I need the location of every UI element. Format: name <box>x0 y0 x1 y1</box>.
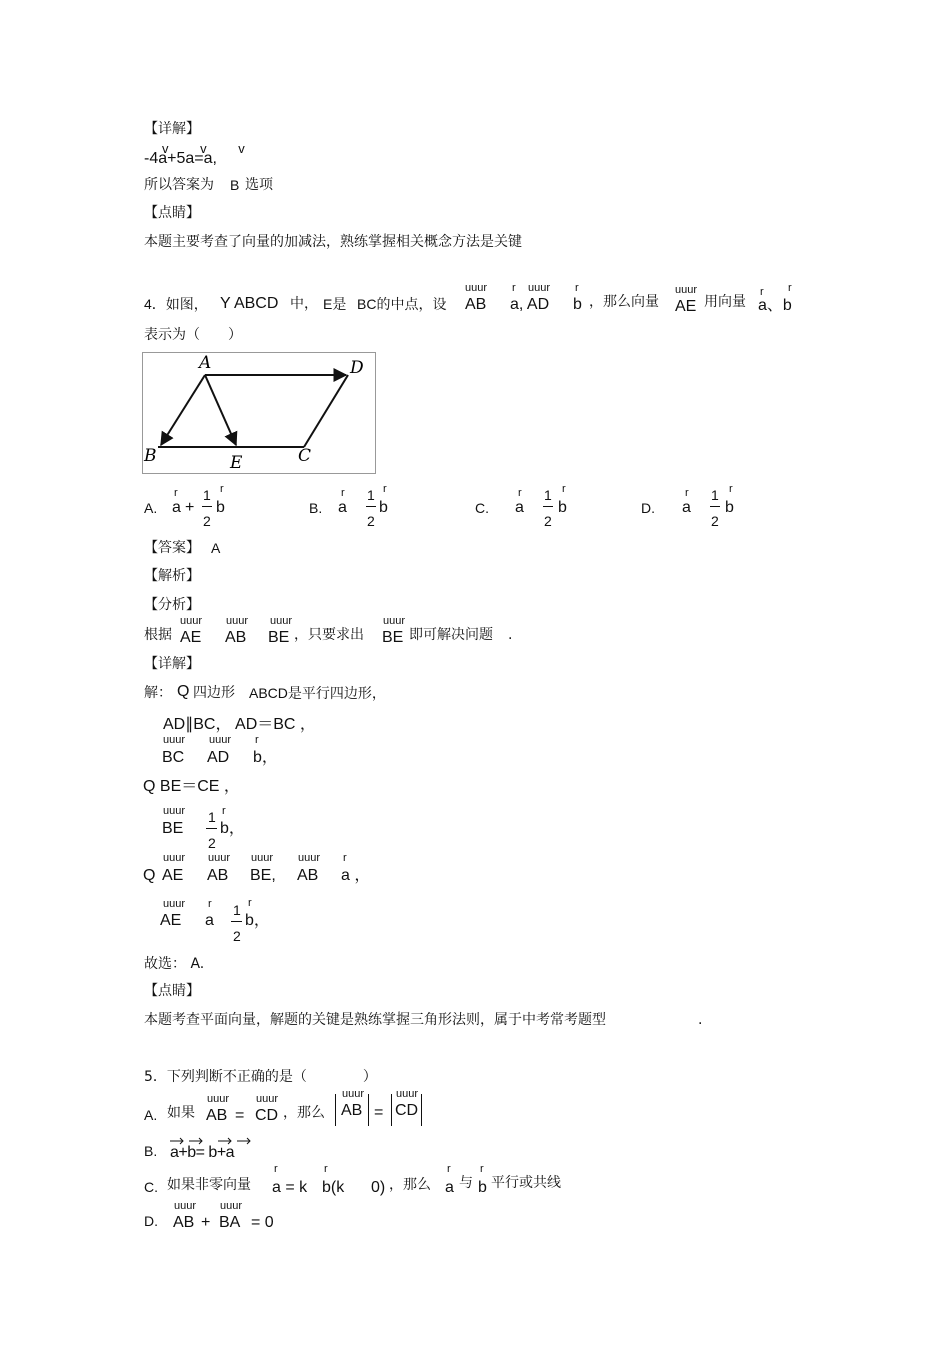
vector-bc: BC <box>162 749 185 766</box>
nonzero-text: 如果非零向量 <box>167 1177 251 1193</box>
line-3: Q BE＝CE ， <box>143 778 240 795</box>
label-b: B <box>144 446 157 466</box>
choose-text: 故选： A. <box>144 956 205 972</box>
a-text: a <box>205 912 214 929</box>
a-text: a <box>445 1179 454 1196</box>
vec-mark: uuur <box>528 282 551 294</box>
answer-value: A <box>211 540 221 556</box>
frac-bar <box>366 506 376 507</box>
comment-text: 本题主要考查了向量的加减法，熟练掌握相关概念方法是关键 <box>144 234 522 250</box>
answer-letter: B <box>230 177 240 193</box>
frac-den: 2 <box>367 513 375 529</box>
option-label: C. <box>144 1179 158 1195</box>
line-1: AD∥BC， AD＝BC ， <box>163 716 316 733</box>
option-b-vec: b <box>725 499 734 516</box>
expression: -4a+5a=a, <box>144 150 217 167</box>
vec-mark: uuur <box>256 1093 279 1105</box>
answer-tag: 【答案】 <box>144 540 200 556</box>
b-text: b， <box>220 820 245 837</box>
r-mark: r <box>343 852 347 864</box>
vector-ae: AE <box>162 867 184 884</box>
r-mark: r <box>480 1163 484 1175</box>
r-mark: r <box>220 483 224 495</box>
equals: = <box>235 1107 245 1124</box>
frac-bar <box>231 921 242 922</box>
a-text: a ， <box>341 867 371 884</box>
quad-text: 四边形 <box>193 685 235 701</box>
q-symbol: Q <box>177 683 190 700</box>
q5-stem: 5．下列判断不正确的是（ ） <box>144 1069 377 1085</box>
r-mark: r <box>274 1163 278 1175</box>
vec-mark: uuur <box>270 615 293 627</box>
abs-ab: AB <box>341 1102 363 1119</box>
commutative-expr: a+b= b+a <box>170 1144 235 1161</box>
abs-cd: CD <box>395 1102 419 1119</box>
parallelogram-diagram <box>142 352 378 474</box>
label-c: C <box>298 446 312 466</box>
option-b-vec: b <box>558 499 567 516</box>
comment-tag: 【点睛】 <box>144 205 200 221</box>
comment-text: 本题考查平面向量，解题的关键是熟练掌握三角形法则，属于中考常考题型 <box>144 1012 606 1028</box>
frac-num: 1 <box>233 902 241 918</box>
label-e: E <box>230 453 243 473</box>
b-k: b(k <box>322 1179 345 1196</box>
b-text: b， <box>253 749 278 766</box>
option-a-vec: a <box>338 499 347 516</box>
frac-bar <box>710 506 720 507</box>
parallelogram-label: Y ABCD <box>220 295 279 312</box>
r-mark: r <box>208 898 212 910</box>
r-mark: r <box>341 487 345 499</box>
vec-mark: uuur <box>208 852 231 864</box>
option-label: D. <box>144 1213 158 1229</box>
r-mark: r <box>255 734 259 746</box>
vec-mark: uuur <box>342 1088 365 1100</box>
frac-den: 2 <box>203 513 211 529</box>
r-mark: r <box>685 487 689 499</box>
parallel-text: 平行或共线 <box>491 1175 561 1191</box>
vec-mark: uuur <box>163 805 186 817</box>
answer-suffix: 选项 <box>245 177 273 193</box>
vector-ae: AE <box>180 629 202 646</box>
period: . <box>508 627 513 643</box>
frac-num: 1 <box>367 487 375 503</box>
option-a-vec: a <box>515 499 524 516</box>
vec-mark: uuur <box>226 615 249 627</box>
vec-mark: uuur <box>207 1093 230 1105</box>
vec-mark: uuur <box>209 734 232 746</box>
plus: + <box>201 1214 211 1231</box>
then-text: ，那么向量 <box>589 294 659 310</box>
vec-mark: uuur <box>180 615 203 627</box>
vector-be: BE <box>268 629 290 646</box>
vector-ab: AB <box>207 867 229 884</box>
r-mark: r <box>248 897 252 909</box>
vec-mark: uuur <box>163 734 186 746</box>
r-mark: r <box>447 1163 451 1175</box>
zero-close: 0) <box>371 1179 386 1196</box>
frac-bar <box>543 506 553 507</box>
frac-den: 2 <box>711 513 719 529</box>
a-eq-k: a = k <box>272 1179 308 1196</box>
vector-marks: v v v <box>162 141 259 156</box>
frac-num: 1 <box>711 487 719 503</box>
r-mark: r <box>575 282 579 294</box>
frac-num: 1 <box>203 487 211 503</box>
abs-bar <box>391 1094 392 1126</box>
vector-ab: AB <box>225 629 247 646</box>
option-label: B. <box>144 1143 158 1159</box>
vec-mark: uuur <box>163 852 186 864</box>
option-b-vec: b <box>216 499 225 516</box>
express-text: 表示为（ ） <box>144 327 242 343</box>
vec-mark: uuur <box>220 1200 243 1212</box>
jie-text: 解： <box>144 685 172 701</box>
r-mark: r <box>788 282 792 294</box>
vector-ad: AD <box>207 749 230 766</box>
if-text: 如果 <box>167 1105 195 1121</box>
vector-ba: BA <box>219 1214 241 1231</box>
e-text: E是 <box>323 296 347 312</box>
label-a: A <box>199 353 212 373</box>
vector-ae: AE <box>160 912 182 929</box>
eq-zero: = 0 <box>251 1214 274 1231</box>
r-mark: r <box>518 487 522 499</box>
vec-mark: uuur <box>163 898 186 910</box>
r-mark: r <box>729 483 733 495</box>
r-mark: r <box>383 483 387 495</box>
vec-mark: uuur <box>396 1088 419 1100</box>
vector-ab: AB <box>206 1107 228 1124</box>
use-text: 用向量 <box>704 294 746 310</box>
frac-den: 2 <box>208 835 216 851</box>
analysis-tag: 【解析】 <box>144 568 200 584</box>
vector-be: BE <box>382 629 404 646</box>
period: . <box>698 1012 703 1028</box>
q4-number: 4．如图， <box>144 296 208 312</box>
detail-tag: 【详解】 <box>144 121 200 137</box>
option-label: D. <box>641 500 655 516</box>
vector-ab: AB <box>465 296 487 313</box>
vec-mark: uuur <box>251 852 274 864</box>
abs-bar <box>368 1094 369 1126</box>
b-text: b， <box>245 912 270 929</box>
option-op: + <box>185 499 195 516</box>
only-need-text: ，只要求出 <box>294 627 364 643</box>
answer-line: 所以答案为 <box>144 177 214 193</box>
vector-ab: AB <box>173 1214 195 1231</box>
option-label: B. <box>309 500 323 516</box>
vector-ae: AE <box>675 298 697 315</box>
a-eq-ad: a, AD <box>510 296 550 313</box>
vec-mark: uuur <box>465 282 488 294</box>
q4-mid: 中， <box>290 296 318 312</box>
frac-den: 2 <box>544 513 552 529</box>
vec-mark: uuur <box>675 284 698 296</box>
r-mark: r <box>324 1163 328 1175</box>
frac-num: 1 <box>544 487 552 503</box>
option-b-vec: b <box>379 499 388 516</box>
frac-den: 2 <box>233 928 241 944</box>
vector-be: BE, <box>250 867 276 884</box>
r-mark: r <box>174 487 178 499</box>
label-d: D <box>350 358 364 378</box>
r-mark: r <box>562 483 566 495</box>
abs-bar <box>335 1094 336 1126</box>
vec-mark: uuur <box>174 1200 197 1212</box>
b-text: b <box>478 1179 487 1196</box>
genju-text: 根据 <box>144 627 172 643</box>
vector-cd: CD <box>255 1107 279 1124</box>
option-label: C. <box>475 500 489 516</box>
option-label: A. <box>144 1107 158 1123</box>
option-label: A. <box>144 500 158 516</box>
option-a-vec: a <box>172 499 181 516</box>
vector-be: BE <box>162 820 184 837</box>
a-b-pair: a、b <box>758 297 792 314</box>
vec-mark: uuur <box>383 615 406 627</box>
with-text: 与 <box>459 1175 473 1191</box>
solve-text: 即可解决问题 <box>409 627 493 643</box>
frac-num: 1 <box>208 809 216 825</box>
frac-bar <box>206 828 217 829</box>
comment-tag: 【点睛】 <box>144 983 200 999</box>
frac-bar <box>202 506 212 507</box>
r-mark: r <box>760 286 764 298</box>
abcd-text: ABCD是平行四边形， <box>249 685 386 701</box>
detail-tag: 【详解】 <box>144 656 200 672</box>
abs-bar <box>421 1094 422 1126</box>
equals: = <box>374 1104 384 1121</box>
r-mark: r <box>512 282 516 294</box>
q-symbol: Q <box>143 867 156 884</box>
r-mark: r <box>222 805 226 817</box>
vec-mark: uuur <box>298 852 321 864</box>
then-text: ，那么 <box>389 1177 431 1193</box>
vector-ab: AB <box>297 867 319 884</box>
then-text: ，那么 <box>283 1105 325 1121</box>
b-text: b <box>573 296 582 313</box>
fen-tag: 【分析】 <box>144 597 200 613</box>
option-a-vec: a <box>682 499 691 516</box>
bc-text: BC的中点，设 <box>357 296 447 312</box>
